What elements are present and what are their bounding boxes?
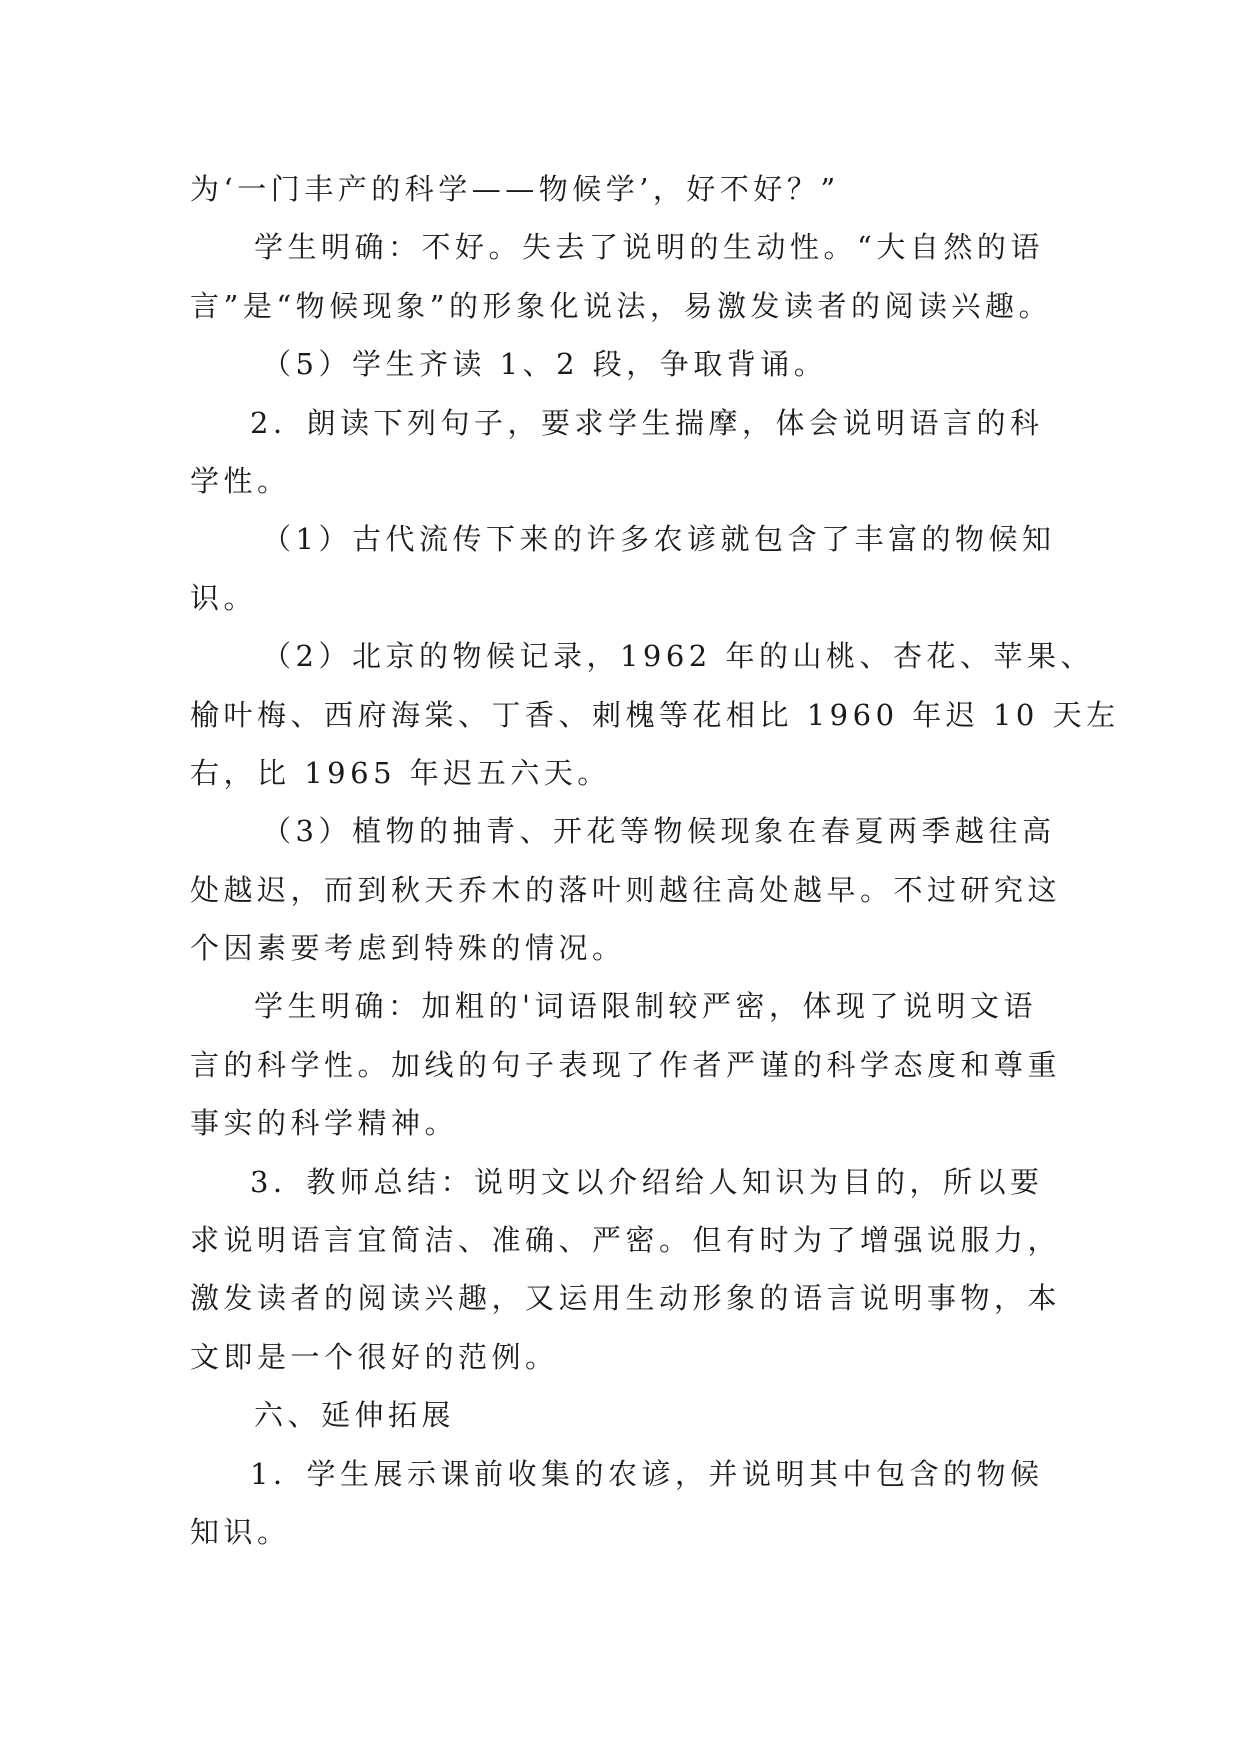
text-line: 学生明确：加粗的'词语限制较严密，体现了说明文语: [254, 989, 1037, 1024]
text-line: 学性。: [190, 463, 291, 498]
text-line: （2）北京的物候记录，1962 年的山桃、杏花、苹果、: [262, 639, 1094, 674]
text-line: （5）学生齐读 1、2 段，争取背诵。: [262, 347, 828, 382]
text-line: 右，比 1965 年迟五六天。: [190, 755, 611, 790]
text-line: 事实的科学精神。: [190, 1106, 459, 1141]
text-line: 言的科学性。加线的句子表现了作者严谨的科学态度和尊重: [190, 1047, 1062, 1082]
text-line: 识。: [190, 580, 258, 615]
text-line: 为‘一门丰产的科学——物候学’，好不好？”: [190, 172, 840, 206]
text-line: 3．教师总结：说明文以介绍给人知识为目的，所以要: [250, 1164, 1044, 1199]
text-line: 激发读者的阅读兴趣，又运用生动形象的语言说明事物，本: [190, 1281, 1062, 1316]
text-line: （3）植物的抽青、开花等物候现象在春夏两季越往高: [262, 814, 1056, 849]
text-line: 1．学生展示课前收集的农谚，并说明其中包含的物候: [250, 1456, 1044, 1491]
section-heading: 六、延伸拓展: [254, 1398, 456, 1433]
text-line: 知识。: [190, 1514, 291, 1549]
text-line: 学生明确：不好。失去了说明的生动性。“大自然的语: [254, 230, 1044, 265]
text-line: 文即是一个很好的范例。: [190, 1339, 559, 1374]
body-text: [190, 160, 1120, 1561]
text-line: 榆叶梅、西府海棠、丁香、刺槐等花相比 1960 年迟 10 天左: [190, 697, 1120, 732]
text-line: 个因素要考虑到特殊的情况。: [190, 931, 626, 966]
text-line: 2．朗读下列句子，要求学生揣摩，体会说明语言的科: [250, 405, 1044, 440]
text-line: （1）古代流传下来的许多农谚就包含了丰富的物候知: [262, 522, 1056, 557]
text-line: 言”是“物候现象”的形象化说法，易激发读者的阅读兴趣。: [190, 288, 1052, 323]
text-line: 求说明语言宜简洁、准确、严密。但有时为了增强说服力，: [190, 1223, 1062, 1258]
text-line: 处越迟，而到秋天乔木的落叶则越往高处越早。不过研究这: [190, 872, 1062, 907]
